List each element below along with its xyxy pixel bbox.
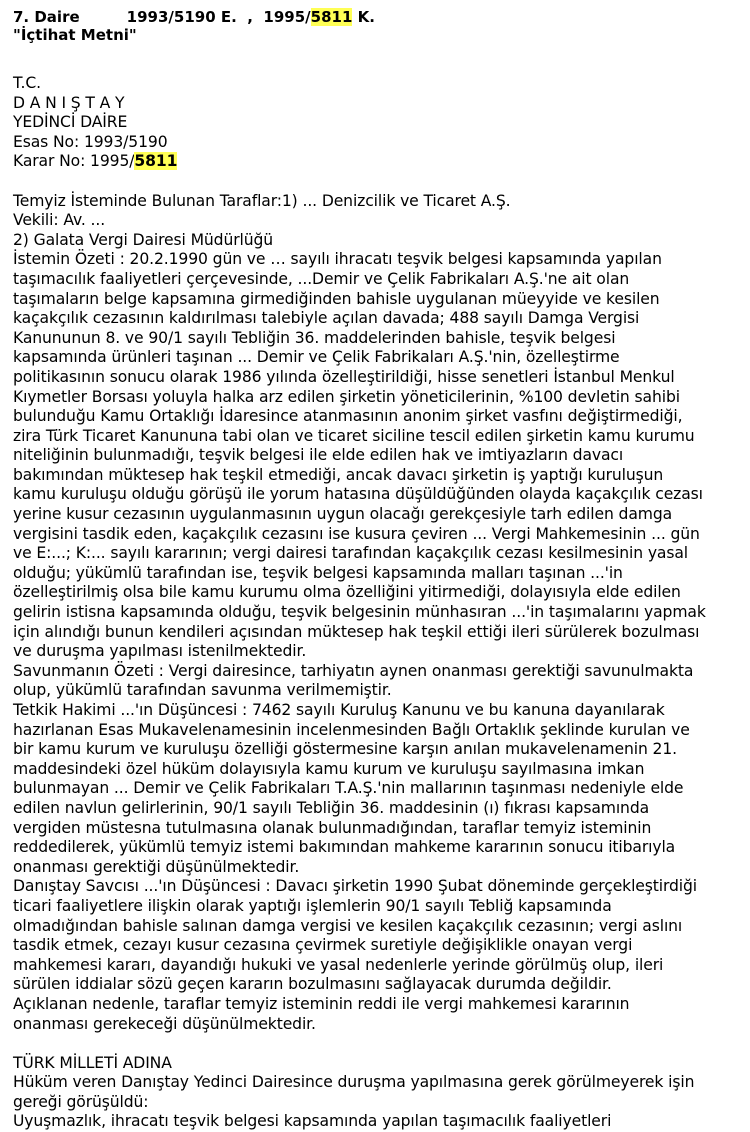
text-line: sürülen iddialar sözü geçen kararın bozulmasını sağlayacak durumda değildir. xyxy=(13,975,612,994)
text-line: tasdik etmek, cezayı kusur cezasına çevirmek suretiyle değişiklikle onayan vergi xyxy=(13,936,633,955)
karar-prefix: 1995/ xyxy=(263,8,311,26)
text-line: kapsamında ürünleri taşınan ... Demir ve Çelik Fabrikaları A.Ş.'nin, özelleştirme xyxy=(13,348,620,367)
text-line: edilen navlun gelirlerinin, 90/1 sayılı Tebliğin 36. maddesinin (ı) fıkrası kapsamında xyxy=(13,798,650,817)
text-line: onanması gerektiği düşünülmektedir. xyxy=(13,857,300,876)
text-line: vergiden müstesna tutulmasına olanak bulunmadığından, taraflar temyiz isteminin xyxy=(13,818,652,837)
separator: , xyxy=(247,8,253,26)
text-line: hazırlanan Esas Mukavelenamesinin incelenmesinden Bağlı Ortaklık şeklinde kurulan ve xyxy=(13,720,690,739)
text-line: yerine kusur cezasının uygulanmasının uygun olacağı gerekçesiyle tarh edilen damga xyxy=(13,505,673,524)
closing-line: TÜRK MİLLETİ ADINA xyxy=(13,1053,172,1072)
closing-line: Uyuşmazlık, ihracatı teşvik belgesi kapsamında yapılan taşımacılık faaliyetleri xyxy=(13,1112,612,1131)
decision-closing xyxy=(13,1054,743,1132)
text-line: gelirin istisna kapsamında olduğu, teşvik belgesinin münhasıran ...'in taşımalarını yapmak xyxy=(13,603,706,622)
text-line: Tetkik Hakimi ...'ın Düşüncesi : 7462 sayılı Kuruluş Kanunu ve bu kanuna dayanılarak xyxy=(13,701,665,719)
closing-line: Hüküm veren Danıştay Yedinci Dairesince duruşma yapılmasına gerek görülmeyerek işin xyxy=(13,1073,695,1092)
text-line: ve duruşma yapılması istenilmektedir. xyxy=(13,642,307,661)
text-line: taşımaların belge kapsamına girmediğinden bahisle uygulanan müeyyide ve kesilen xyxy=(13,289,660,308)
text-line: maddesindeki özel hüküm dolayısıyla kamu kurum ve kuruluşu sayılmasına imkan xyxy=(13,759,645,778)
closing-line: gereği görüşüldü: xyxy=(13,1092,149,1111)
text-line: kamu kuruluşu olduğu görüşü ile yorum hatasına düşüldüğünden olayda kaçakçılık cezası xyxy=(13,485,703,504)
text-line: onanması gerekeceği düşünülmektedir. xyxy=(13,1014,316,1033)
esas-no: Esas No: 1993/5190 xyxy=(13,132,168,151)
karar-no-highlight: 5811 xyxy=(134,152,178,171)
text-line: ve E:...; K:... sayılı kararının; vergi dairesi tarafından kaçakçılık cezası kesilmesinin yasal xyxy=(13,544,689,563)
text-line: zira Türk Ticaret Kanununa tabi olan ve ticaret siciline tescil edilen şirketin kamu kurumu xyxy=(13,426,695,445)
karar-suffix: K. xyxy=(357,8,375,26)
karar-number-highlight: 5811 xyxy=(310,8,353,26)
text-line: Kıymetler Borsası yoluyla halka arz edilen şirketin yöneticilerinin, %100 devletin sahibi xyxy=(13,387,680,406)
text-line: olmadığından bahisle salınan damga vergisi ve kesilen kaçakçılık cezasının; vergi aslını xyxy=(13,916,683,935)
text-line: Savunmanın Özeti : Vergi dairesince, tarhiyatın aynen onanması gerektiği savunulmakta xyxy=(13,661,694,680)
text-line: olup, yükümlü tarafından savunma verilmemiştir. xyxy=(13,681,392,700)
document-subtitle: "İçtihat Metni" xyxy=(13,26,137,44)
text-line: bir kamu kurum ve kuruluşu özelliği göstermesine karşın anılan mukavelenamenin 21. xyxy=(13,740,677,759)
text-line: mahkemesi kararı, dayandığı hukuki ve yasal nedenlerle yerinde görülmüş olup, ileri xyxy=(13,955,664,974)
text-line: Vekili: Av. ... xyxy=(13,211,106,230)
document xyxy=(13,8,743,1132)
esas-reference: 1993/5190 E. xyxy=(126,8,237,26)
court-name: D A N I Ş T A Y xyxy=(13,93,125,112)
text-line: bulunduğu Kamu Ortaklığı İdaresince atanmasının anonim şirket vasfını değiştirmediği, xyxy=(13,407,683,426)
tc-label: T.C. xyxy=(13,74,41,92)
text-line: bulunmayan ... Demir ve Çelik Fabrikaları T.A.Ş.'nin mallarının taşınması nedeniyle elde xyxy=(13,779,684,798)
text-line: Temyiz İsteminde Bulunan Taraflar:1) ... Denizcilik ve Ticaret A.Ş. xyxy=(13,191,511,210)
text-line: Danıştay Savcısı ...'ın Düşüncesi : Davacı şirketin 1990 Şubat döneminde gerçekleştirdiği xyxy=(13,877,697,896)
daire-label: 7. Daire xyxy=(13,8,80,26)
text-line: için alındığı bunun kendileri açısından müktesep hak teşkil ettiği ileri sürülerek bozulması xyxy=(13,622,700,641)
text-line: olduğu; yükümlü tarafından ise, teşvik belgesi kapsamında malları taşınan ...'in xyxy=(13,563,623,582)
text-line: politikasının sonucu olarak 1986 yılında özelleştirildiği, hisse senetleri İstanbul Menkul xyxy=(13,367,675,386)
text-line: niteliğinin bulunmadığı, teşvik belgesi ile elde edilen hak ve imtiyazların davacı xyxy=(13,446,624,465)
text-line: bakımından müktesep hak teşkil etmediği, ancak davacı şirketin iş yaptığı kuruluşun xyxy=(13,465,664,484)
text-line: vergisini tasdik eden, kaçakçılık cezasını ise kusura çeviren ... Vergi Mahkemesinin ... gün xyxy=(13,524,700,543)
text-line: taşımacılık faaliyetleri çerçevesinde, ...Demir ve Çelik Fabrikaları A.Ş.'ne ait olan xyxy=(13,269,630,288)
text-line: 2) Galata Vergi Dairesi Müdürlüğü xyxy=(13,230,274,249)
chamber-name: YEDİNCİ DAİRE xyxy=(13,113,128,132)
karar-no xyxy=(13,152,743,172)
text-line: kaçakçılık cezasının kaldırılması talebiyle açılan davada; 488 sayılı Damga Vergisi xyxy=(13,309,640,328)
text-line: ticari faaliyetlere ilişkin olarak yaptığı işlemlerin 90/1 sayılı Tebliğ kapsamında xyxy=(13,896,612,915)
case-title-line xyxy=(13,8,743,26)
text-line: İstemin Özeti : 20.2.1990 gün ve … sayılı ihracatı teşvik belgesi kapsamında yapılan xyxy=(13,250,662,269)
text-line: Kanununun 8. ve 90/1 sayılı Tebliğin 36. maddelerinden bahisle, teşvik belgesi xyxy=(13,328,616,347)
text-line: özelleştirilmiş olsa bile kamu kurumu olma özelliğini yitirmediği, dolayısıyla elde edilen xyxy=(13,583,681,602)
text-line: reddedilerek, yükümlü temyiz istemi bakımından mahkeme kararının sonucu itibarıyla xyxy=(13,838,676,857)
karar-no-prefix: Karar No: 1995/ xyxy=(13,152,135,171)
text-line: Açıklanan nedenle, taraflar temyiz isteminin reddi ile vergi mahkemesi kararının xyxy=(13,994,630,1013)
decision-body xyxy=(13,192,743,1035)
